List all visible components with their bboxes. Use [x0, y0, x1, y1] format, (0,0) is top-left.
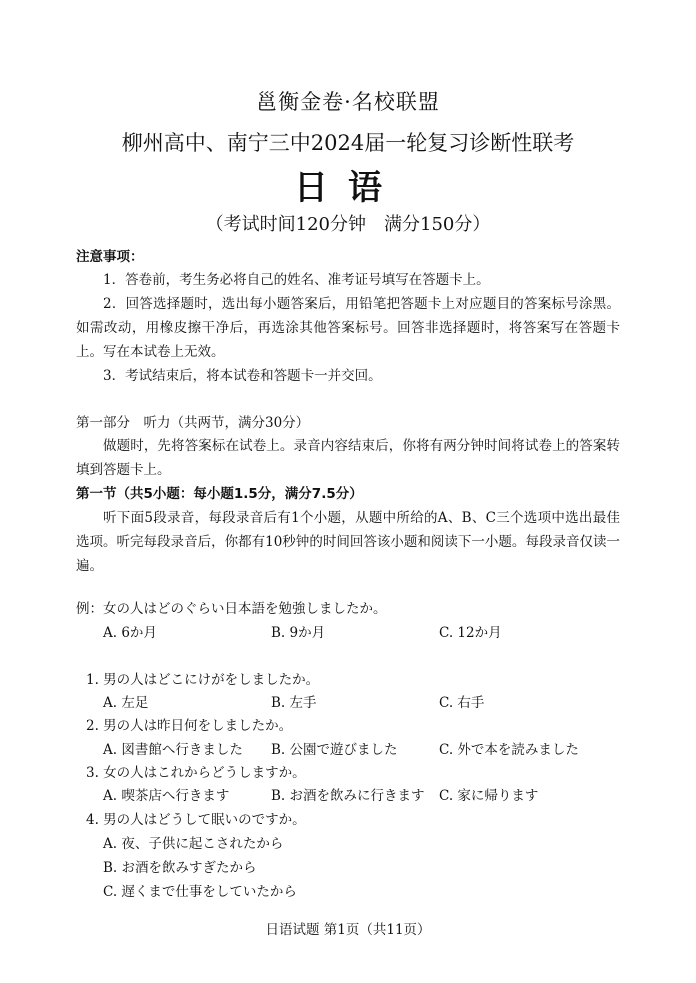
q3-option-a: A. 喫茶店へ行きます [103, 788, 230, 804]
q2-option-a: A. 図書館へ行きました [103, 742, 243, 758]
q4-option-a: A. 夜、子供に起こされたから [103, 836, 284, 852]
notice-heading: 注意事项： [76, 249, 144, 265]
q4-option-c: C. 遅くまで仕事をしていたから [103, 884, 297, 900]
q1-option-b: B. 左手 [271, 695, 317, 711]
q3-option-b: B. お酒を飲みに行きます [271, 788, 425, 804]
q2-option-c: C. 外で本を読みました [439, 742, 579, 758]
q4-option-b: B. お酒を飲みすぎたから [103, 860, 257, 876]
question-3: 3. 女の人はこれからどうしますか。 [86, 765, 306, 781]
section1-instruction: 听下面5段录音，每段录音后有1个小题，从题中所给的A、B、C三个选项中选出最佳选项。听完每段录音后，你都有10秒钟的时间回答该小题和阅读下一小题。每段录音仅读一遍。 [76, 510, 620, 574]
section1-heading: 第一节（共5小题：每小题1.5分，满分7.5分） [76, 486, 363, 502]
example-option-c: C. 12か月 [439, 625, 502, 641]
q1-option-a: A. 左足 [103, 695, 149, 711]
subject-title: 日语 [294, 168, 402, 208]
notice-item-2: 2．回答选择题时，选出每小题答案后，用铅笔把答题卡上对应题目的答案标号涂黑。如需改动，用橡皮擦干净后，再选涂其他答案标号。回答非选择题时，将答案写在答题卡上。写在本试卷上无效。 [76, 296, 620, 360]
question-1: 1. 男の人はどこにけがをしましたか。 [86, 672, 320, 688]
part1-instruction: 做题时，先将答案标在试卷上。录音内容结束后，你将有两分钟时间将试卷上的答案转填到答题卡上。 [76, 438, 620, 478]
part1-heading: 第一部分 听力（共两节，满分30分） [76, 415, 310, 431]
q2-option-b: B. 公園で遊びました [271, 742, 398, 758]
question-2: 2. 男の人は昨日何をしましたか。 [86, 718, 293, 734]
example-question: 例：女の人はどのぐらい日本語を勉強しましたか。 [76, 601, 387, 617]
example-option-b: B. 9か月 [271, 625, 326, 641]
exam-duration: （考试时间120分钟 满分150分） [205, 214, 491, 235]
exam-title: 柳州高中、南宁三中2024届一轮复习诊断性联考 [121, 131, 575, 155]
example-option-a: A. 6か月 [103, 625, 157, 641]
question-4: 4. 男の人はどうして眠いのですか。 [86, 812, 306, 828]
q1-option-c: C. 右手 [439, 695, 485, 711]
q3-option-c: C. 家に帰ります [439, 788, 539, 804]
notice-item-1: 1．答卷前，考生务必将自己的姓名、准考证号填写在答题卡上。 [103, 272, 490, 288]
notice-item-3: 3．考试结束后，将本试卷和答题卡一并交回。 [103, 368, 382, 384]
page-footer: 日语试题 第1页（共11页） [265, 922, 431, 938]
series-title: 邕衡金卷·名校联盟 [256, 90, 440, 114]
